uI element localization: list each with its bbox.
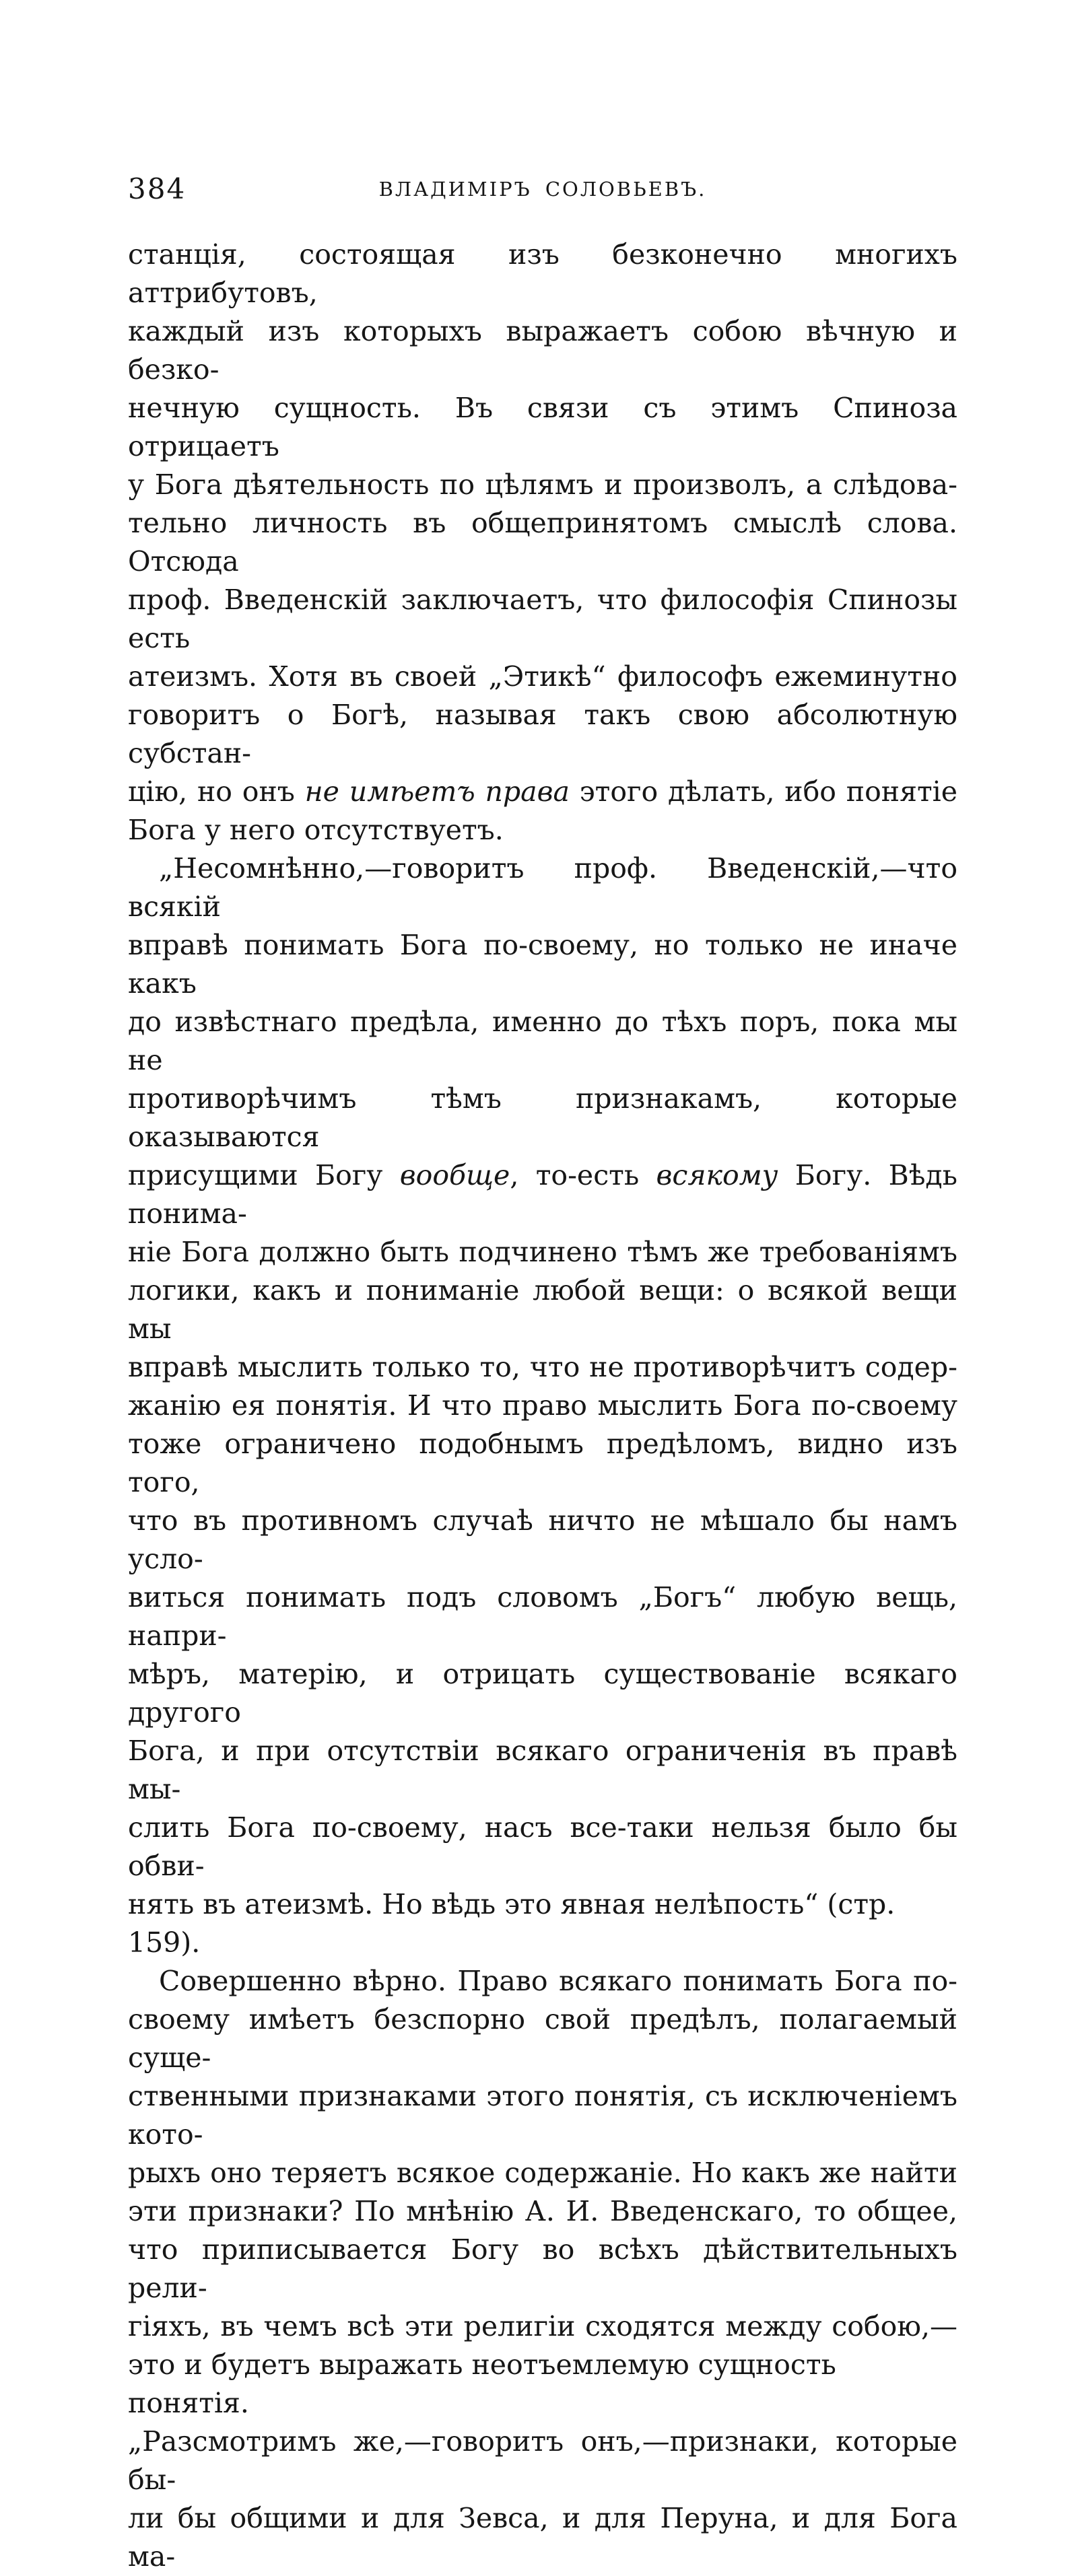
text-line <box>128 1348 957 1387</box>
text-segment: что приписывается Богу во всѣхъ дѣйствительныхъ рели- <box>128 2233 957 2304</box>
text-line <box>128 1578 957 1655</box>
text-segment: ніе Бога должно быть подчинено тѣмъ же требованіямъ <box>128 1236 957 1268</box>
text-segment: тельно личность въ общепринятомъ смыслѣ слова. Отсюда <box>128 507 957 578</box>
text-segment: проф. Введенскій заключаетъ, что философія Спинозы есть <box>128 584 957 654</box>
text-line <box>128 696 957 773</box>
text-line <box>128 1732 957 1809</box>
text-segment: своему имѣетъ безспорно свой предѣлъ, полагаемый суще- <box>128 2003 957 2074</box>
text-line <box>128 1809 957 1885</box>
text-segment: у Бога дѣятельность по цѣлямъ и произволъ, а слѣдова- <box>128 468 957 501</box>
text-line <box>128 1003 957 1080</box>
text-line <box>128 581 957 658</box>
text-segment: противорѣчимъ тѣмъ признакамъ, которые оказываются <box>128 1082 957 1153</box>
text-line <box>128 1425 957 1502</box>
text-line <box>128 926 957 1003</box>
text-line <box>128 1233 957 1272</box>
text-line <box>128 389 957 466</box>
text-line <box>128 2154 957 2192</box>
text-segment: слить Бога по-своему, насъ все-таки нельзя было бы обви- <box>128 1811 957 1882</box>
text-line <box>128 849 957 926</box>
text-segment: , то-есть <box>510 1159 656 1191</box>
text-segment: станція, состоящая изъ безконечно многихъ аттрибутовъ, <box>128 238 957 309</box>
text-segment: рыхъ оно теряетъ всякое содержаніе. Но какъ же найти <box>128 2157 957 2189</box>
text-segment: до извѣстнаго предѣла, именно до тѣхъ поръ, пока мы не <box>128 1006 957 1076</box>
text-line <box>128 1502 957 1578</box>
text-segment: мѣръ, матерію, и отрицать существованіе всякаго другого <box>128 1658 957 1729</box>
text-segment: присущими Богу <box>128 1159 400 1191</box>
text-line <box>128 773 957 811</box>
text-line <box>128 1962 957 2000</box>
text-line <box>128 811 957 849</box>
text-segment: вправѣ мыслить только то, что не противорѣчитъ содер- <box>128 1351 957 1383</box>
text-segment: каждый изъ которыхъ выражаетъ собою вѣчную и безко- <box>128 315 957 386</box>
text-segment-italic: не имѣетъ права <box>304 775 570 808</box>
text-segment: нять въ атеизмѣ. Но вѣдь это явная нелѣпость“ (стр. 159). <box>128 1888 896 1959</box>
text-segment-italic: вообще <box>399 1159 510 1191</box>
text-line <box>128 1156 957 1233</box>
text-segment: жанію ея понятія. И что право мыслить Бога по-своему <box>128 1389 957 1422</box>
text-segment: это и будетъ выражать неотъемлемую сущность понятія. <box>128 2348 836 2419</box>
text-segment: ли бы общими и для Зевса, и для Перуна, и для Бога ма- <box>128 2502 957 2573</box>
text-segment: виться понимать подъ словомъ „Богъ“ любую вещь, напри- <box>128 1581 957 1652</box>
text-segment: тоже ограничено подобнымъ предѣломъ, видно изъ того, <box>128 1428 957 1498</box>
text-line <box>128 312 957 389</box>
text-line <box>128 466 957 504</box>
text-segment: Богу. Вѣдь понима- <box>128 1159 957 1230</box>
text-segment: говоритъ о Богѣ, называя такъ свою абсолютную субстан- <box>128 699 957 769</box>
text-segment: ственными признаками этого понятія, съ исключеніемъ кото- <box>128 2080 957 2151</box>
page-number: 384 <box>128 172 187 205</box>
text-segment: что въ противномъ случаѣ ничто не мѣшало бы намъ усло- <box>128 1504 957 1575</box>
text-line <box>128 2192 957 2231</box>
text-segment: логики, какъ и пониманіе любой вещи: о всякой вещи мы <box>128 1274 957 1345</box>
text-line <box>128 1080 957 1156</box>
text-segment: Бога у него отсутствуетъ. <box>128 814 504 846</box>
text-segment: атеизмъ. Хотя въ своей „Этикѣ“ философъ ежеминутно <box>128 660 957 693</box>
text-segment: „Разсмотримъ же,—говоритъ онъ,—признаки, которые бы- <box>128 2425 957 2496</box>
text-line <box>128 236 957 312</box>
text-line <box>128 2423 957 2499</box>
text-line <box>128 1387 957 1425</box>
text-line <box>128 2346 957 2423</box>
text-segment: Совершенно вѣрно. Право всякаго понимать Бога по- <box>159 1965 957 1997</box>
text-segment: гіяхъ, въ чемъ всѣ эти религіи сходятся между собою,— <box>128 2310 957 2342</box>
text-segment: нечную сущность. Въ связи съ этимъ Спиноза отрицаетъ <box>128 392 957 462</box>
text-segment: цію, но онъ <box>128 775 305 808</box>
text-line <box>128 658 957 696</box>
text-line <box>128 1272 957 1348</box>
text-line <box>128 2000 957 2077</box>
text-segment-italic: всякому <box>656 1159 778 1191</box>
text-segment: вправѣ понимать Бога по-своему, но только не иначе какъ <box>128 929 957 1000</box>
text-line <box>128 2307 957 2346</box>
text-segment: Бога, и при отсутствіи всякаго ограниченія въ правѣ мы- <box>128 1735 957 1805</box>
text-segment: эти признаки? По мнѣнію А. И. Введенскаго, то общее, <box>128 2195 957 2227</box>
text-segment: этого дѣлать, ибо понятіе <box>569 775 957 808</box>
text-line <box>128 504 957 581</box>
text-line <box>128 2231 957 2307</box>
text-line <box>128 1655 957 1732</box>
text-segment: „Несомнѣнно,—говоритъ проф. Введенскій,—что всякій <box>128 852 957 923</box>
text-line <box>128 1885 957 1962</box>
text-line <box>128 2499 957 2576</box>
text-block <box>128 236 957 2576</box>
running-title: ВЛАДИМІРЪ СОЛОВЬЕВЪ. <box>378 178 707 201</box>
text-line <box>128 2077 957 2154</box>
